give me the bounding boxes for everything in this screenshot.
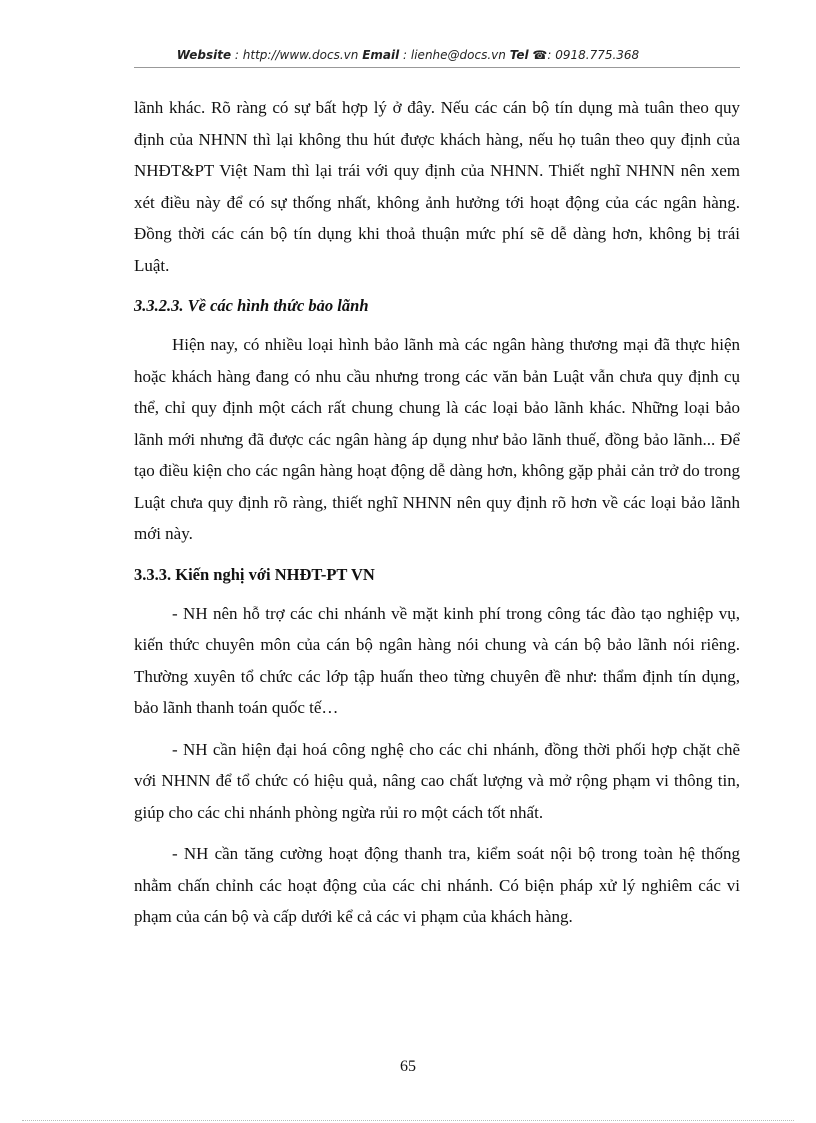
recommendation-item-3: - NH cần tăng cường hoạt động thanh tra, kiểm soát nội bộ trong toàn hệ thống nhằm chấn chỉnh các hoạt động của các chi nhánh. Có biện pháp xử lý nghiêm các vi phạm của cán bộ và cấp dưới kể cả các vi phạm của khách hàng. xyxy=(134,844,740,926)
email-label: Email xyxy=(362,48,400,62)
header-divider xyxy=(134,67,740,68)
tel-value: : 0918.775.368 xyxy=(547,48,640,62)
email-value: : lienhe@docs.vn xyxy=(399,48,510,62)
page-number: 65 xyxy=(400,1058,416,1075)
recommendation-item-1: - NH nên hỗ trợ các chi nhánh về mặt kinh phí trong công tác đào tạo nghiệp vụ, kiến thức chuyên môn của cán bộ ngân hàng nói chung và cán bộ bảo lãnh nói riêng. Thường xuyên tổ chức các lớp tập huấn theo từng chuyên đề như: thẩm định tín dụng, bảo lãnh thanh toán quốc tế… xyxy=(134,603,740,717)
phone-icon: ☎ xyxy=(532,48,548,62)
website-label: Website xyxy=(176,48,232,62)
section-heading-3-3-3: 3.3.3. Kiến nghị với NHĐT-PT VN xyxy=(134,564,375,584)
paragraph-guarantee-forms: Hiện nay, có nhiều loại hình bảo lãnh mà các ngân hàng thương mại đã thực hiện hoặc khách hàng đang có nhu cầu nhưng trong các văn bản Luật vẫn chưa quy định cụ thể, chỉ quy định một cách rất chung chung là các loại bảo lãnh khác. Những loại bảo lãnh mới nhưng đã được các ngân hàng áp dụng như bảo lãnh thuế, đồng bảo lãnh... Để tạo điều kiện cho các ngân hàng hoạt động dễ dàng hơn, không gặp phải cản trở do trong Luật chưa quy định rõ ràng, thiết nghĩ NHNN nên quy định rõ hơn về các loại bảo lãnh mới này. xyxy=(134,335,740,543)
website-value: : http://www.docs.vn xyxy=(231,48,363,62)
recommendation-item-2: - NH cần hiện đại hoá công nghệ cho các chi nhánh, đồng thời phối hợp chặt chẽ với NHNN để tổ chức có hiệu quả, nâng cao chất lượng và mở rộng phạm vi thông tin, giúp cho các chi nhánh phòng ngừa rủi ro một cách tốt nhất. xyxy=(134,739,740,822)
footer-divider xyxy=(22,1120,794,1121)
tel-label: Tel xyxy=(509,48,529,62)
paragraph-continuation: lãnh khác. Rõ ràng có sự bất hợp lý ở đây. Nếu các cán bộ tín dụng mà tuân theo quy định của NHNN thì lại không thu hút được khách hàng, nếu họ tuân theo quy định của NHĐT&PT Việt Nam thì lại trái với quy định của NHNN. Thiết nghĩ NHNN nên xem xét điều này để có sự thống nhất, không ảnh hưởng tới hoạt động của các ngân hàng. Đồng thời các cán bộ tín dụng khi thoả thuận mức phí sẽ dễ dàng hơn, không bị trái Luật. xyxy=(134,98,740,275)
section-heading-3-3-2-3: 3.3.2.3. Về các hình thức bảo lãnh xyxy=(134,296,369,315)
page-header xyxy=(0,48,816,62)
document-body xyxy=(134,92,740,933)
